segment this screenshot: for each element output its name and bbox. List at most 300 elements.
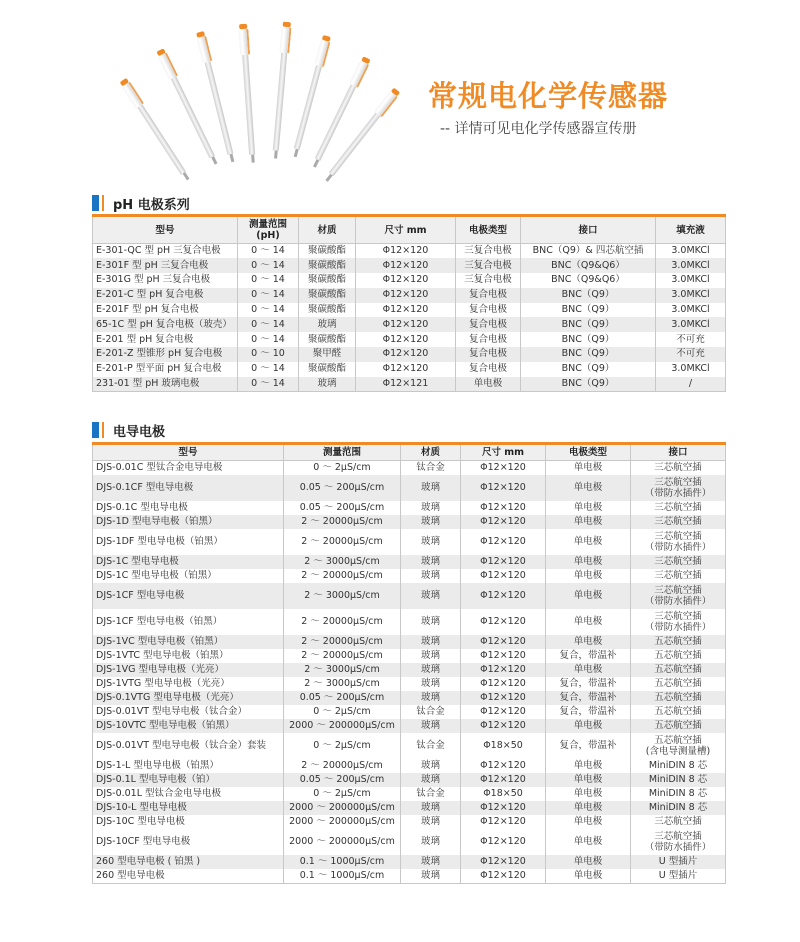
cell-electrode-type: 复合电极 <box>456 303 521 318</box>
table-row <box>93 801 726 815</box>
cell-range: 2000 ～ 200000μS/cm <box>284 815 401 829</box>
cell-size: Φ12×120 <box>461 869 546 884</box>
cell-range: 0 ～ 2μS/cm <box>284 733 401 759</box>
cell-fill-solution: 3.0MKCl <box>656 288 726 303</box>
page-title: 常规电化学传感器 <box>428 79 669 113</box>
table-row <box>93 273 726 288</box>
cell-material: 聚甲醛 <box>299 347 356 362</box>
cell-material: 钛合金 <box>401 733 461 759</box>
cell-interface <box>631 649 726 663</box>
cell-material: 聚碳酸酯 <box>299 362 356 377</box>
cell-size: Φ12×120 <box>461 801 546 815</box>
col-header-range: 测量范围 <box>284 444 401 461</box>
col-header-range-line2: (pH) <box>256 230 280 241</box>
cell-size: Φ12×120 <box>461 635 546 649</box>
cell-size: Φ12×120 <box>356 258 456 273</box>
cell-range: 0 ～ 14 <box>238 377 299 392</box>
conductivity-section-title: 电导电极 <box>113 424 166 440</box>
interface-main: 三芯航空插 <box>654 462 702 474</box>
cell-material: 玻璃 <box>401 569 461 583</box>
cell-electrode-type: 单电极 <box>546 855 631 869</box>
cell-electrode-type: 单电极 <box>546 801 631 815</box>
cell-electrode-type: 单电极 <box>546 829 631 855</box>
cell-material: 玻璃 <box>401 773 461 787</box>
cell-range: 2 ～ 20000μS/cm <box>284 569 401 583</box>
cell-material: 玻璃 <box>401 529 461 555</box>
cell-electrode-type: 复合，带温补 <box>546 649 631 663</box>
col-header-fill-solution: 填充液 <box>656 216 726 244</box>
cell-model: DJS-1CF 型电导电极 <box>93 583 284 609</box>
col-header-model: 型号 <box>93 444 284 461</box>
interface-note: (含电导测量槽) <box>645 746 711 757</box>
cell-model: E-201F 型 pH 复合电极 <box>93 303 238 318</box>
cell-model: DJS-0.1L 型电导电极（铂） <box>93 773 284 787</box>
cell-fill-solution: 不可充 <box>656 347 726 362</box>
cell-electrode-type: 单电极 <box>546 461 631 476</box>
cell-size: Φ12×120 <box>356 332 456 347</box>
interface-note: （带防水插件） <box>644 542 712 553</box>
cell-model: DJS-1DF 型电导电极（铂黑） <box>93 529 284 555</box>
table-row <box>93 691 726 705</box>
cell-size: Φ12×120 <box>461 569 546 583</box>
table-row <box>93 461 726 476</box>
cell-material: 玻璃 <box>401 583 461 609</box>
table-row <box>93 663 726 677</box>
cell-size: Φ12×121 <box>356 377 456 392</box>
col-header-electrode-type: 电极类型 <box>546 444 631 461</box>
cell-interface <box>631 829 726 855</box>
cell-size: Φ12×120 <box>461 719 546 733</box>
interface-main: 五芯航空插 <box>654 692 702 704</box>
interface-main: 三芯航空插 <box>654 830 702 842</box>
cell-electrode-type: 单电极 <box>546 815 631 829</box>
cell-interface <box>631 733 726 759</box>
cell-interface: BNC（Q9&Q6） <box>521 273 656 288</box>
cell-material: 玻璃 <box>401 677 461 691</box>
interface-main: 五芯航空插 <box>654 664 702 676</box>
col-header-electrode-type: 电极类型 <box>456 216 521 244</box>
cell-material: 玻璃 <box>401 801 461 815</box>
cell-material: 钛合金 <box>401 705 461 719</box>
cell-model: E-301-QC 型 pH 三复合电极 <box>93 244 238 259</box>
table-row <box>93 317 726 332</box>
cell-size: Φ12×120 <box>461 475 546 501</box>
cell-electrode-type: 单电极 <box>546 555 631 569</box>
table-row <box>93 635 726 649</box>
table-row <box>93 609 726 635</box>
cell-material: 钛合金 <box>401 787 461 801</box>
section-marker-divider <box>102 422 104 438</box>
cell-electrode-type: 单电极 <box>546 635 631 649</box>
cell-interface: BNC（Q9） <box>521 347 656 362</box>
cell-model: 65-1C 型 pH 复合电极（玻壳） <box>93 317 238 332</box>
col-header-material: 材质 <box>401 444 461 461</box>
cell-model: E-201-P 型平面 pH 复合电极 <box>93 362 238 377</box>
cell-size: Φ12×120 <box>461 705 546 719</box>
interface-main: 三芯航空插 <box>654 570 702 582</box>
cell-electrode-type: 复合电极 <box>456 288 521 303</box>
cell-size: Φ12×120 <box>461 529 546 555</box>
cell-size: Φ18×50 <box>461 733 546 759</box>
cell-electrode-type: 复合，带温补 <box>546 705 631 719</box>
interface-main: 五芯航空插 <box>654 650 702 662</box>
cell-electrode-type: 单电极 <box>546 663 631 677</box>
cell-interface: BNC（Q9） <box>521 317 656 332</box>
cell-electrode-type: 单电极 <box>546 719 631 733</box>
cell-interface: BNC（Q9）& 四芯航空插 <box>521 244 656 259</box>
col-header-interface: 接口 <box>631 444 726 461</box>
cell-material: 玻璃 <box>401 501 461 515</box>
cell-electrode-type: 复合，带温补 <box>546 677 631 691</box>
cell-size: Φ12×120 <box>461 663 546 677</box>
table-row <box>93 258 726 273</box>
cell-material: 玻璃 <box>401 635 461 649</box>
cell-range: 0 ～ 14 <box>238 258 299 273</box>
cell-model: 260 型电导电极 ( 铂黑 ) <box>93 855 284 869</box>
cell-size: Φ12×120 <box>461 583 546 609</box>
cell-fill-solution: 3.0MKCl <box>656 258 726 273</box>
cell-size: Φ12×120 <box>356 347 456 362</box>
cell-electrode-type: 复合电极 <box>456 347 521 362</box>
cell-model: DJS-1CF 型电导电极（铂黑） <box>93 609 284 635</box>
cell-size: Φ18×50 <box>461 787 546 801</box>
cell-size: Φ12×120 <box>356 273 456 288</box>
cell-electrode-type: 三复合电极 <box>456 244 521 259</box>
interface-main: 三芯航空插 <box>654 556 702 568</box>
table-row <box>93 362 726 377</box>
cell-material: 聚碳酸酯 <box>299 273 356 288</box>
hero-banner <box>0 0 800 180</box>
cell-size: Φ12×120 <box>356 303 456 318</box>
cell-range: 2000 ～ 200000μS/cm <box>284 719 401 733</box>
cell-interface <box>631 855 726 869</box>
table-row <box>93 288 726 303</box>
cell-material: 玻璃 <box>401 691 461 705</box>
cell-model: E-201 型 pH 复合电极 <box>93 332 238 347</box>
cell-model: E-301G 型 pH 三复合电极 <box>93 273 238 288</box>
col-header-range-line1: 测量范围 <box>248 219 287 230</box>
interface-note: （带防水插件） <box>644 622 712 633</box>
cell-model: DJS-10CF 型电导电极 <box>93 829 284 855</box>
cell-interface <box>631 759 726 773</box>
cell-material: 玻璃 <box>299 317 356 332</box>
cell-size: Φ12×120 <box>461 461 546 476</box>
table-row <box>93 501 726 515</box>
cell-material: 玻璃 <box>401 719 461 733</box>
cell-interface <box>631 691 726 705</box>
table-row <box>93 869 726 884</box>
cell-range: 0 ～ 2μS/cm <box>284 705 401 719</box>
table-row <box>93 815 726 829</box>
table-row <box>93 475 726 501</box>
cell-interface <box>631 663 726 677</box>
interface-main: 三芯航空插 <box>654 610 702 622</box>
cell-material: 玻璃 <box>401 815 461 829</box>
cell-model: DJS-1VTG 型电导电极（光亮） <box>93 677 284 691</box>
cell-size: Φ12×120 <box>461 829 546 855</box>
interface-note: （带防水插件） <box>644 842 712 853</box>
conductivity-electrode-table <box>92 442 726 884</box>
cell-electrode-type: 单电极 <box>546 773 631 787</box>
cell-material: 玻璃 <box>401 869 461 884</box>
cell-model: DJS-1VG 型电导电极（光亮） <box>93 663 284 677</box>
cell-range: 2 ～ 20000μS/cm <box>284 759 401 773</box>
cell-range: 0 ～ 10 <box>238 347 299 362</box>
cell-model: DJS-10C 型电导电极 <box>93 815 284 829</box>
cell-model: E-201-C 型 pH 复合电极 <box>93 288 238 303</box>
interface-main: U 型插片 <box>658 856 698 868</box>
cell-interface: BNC（Q9） <box>521 362 656 377</box>
cell-fill-solution: 3.0MKCl <box>656 362 726 377</box>
interface-main: 五芯航空插 <box>654 636 702 648</box>
sensor-probe-icon <box>270 22 292 159</box>
cell-electrode-type: 单电极 <box>546 569 631 583</box>
cell-material: 玻璃 <box>401 759 461 773</box>
table-row <box>93 569 726 583</box>
cell-fill-solution: 3.0MKCl <box>656 273 726 288</box>
interface-main: MiniDIN 8 芯 <box>648 788 708 800</box>
cell-model: DJS-10-L 型电导电极 <box>93 801 284 815</box>
col-header-size: 尺寸 mm <box>461 444 546 461</box>
cell-electrode-type: 单电极 <box>456 377 521 392</box>
table-row <box>93 705 726 719</box>
cell-range: 0 ～ 14 <box>238 288 299 303</box>
cell-model: DJS-0.01VT 型电导电极（钛合金）套装 <box>93 733 284 759</box>
cell-interface: BNC（Q9&Q6） <box>521 258 656 273</box>
cell-material: 钛合金 <box>401 461 461 476</box>
cell-interface: BNC（Q9） <box>521 303 656 318</box>
page-subtitle: -- 详情可见电化学传感器宣传册 <box>440 121 637 137</box>
cell-range: 2 ～ 20000μS/cm <box>284 635 401 649</box>
cell-material: 玻璃 <box>401 555 461 569</box>
cell-interface <box>631 677 726 691</box>
table-header-row <box>93 216 726 244</box>
cell-electrode-type: 三复合电极 <box>456 273 521 288</box>
cell-interface <box>631 609 726 635</box>
cell-material: 聚碳酸酯 <box>299 244 356 259</box>
sensor-probe-icon <box>238 24 258 163</box>
table-row <box>93 719 726 733</box>
cell-model: DJS-1C 型电导电极（铂黑） <box>93 569 284 583</box>
table-row <box>93 515 726 529</box>
cell-electrode-type: 复合电极 <box>456 332 521 347</box>
cell-range: 0 ～ 14 <box>238 332 299 347</box>
ph-section-heading <box>92 194 190 212</box>
table-row <box>93 649 726 663</box>
section-marker-icon <box>92 422 99 438</box>
cell-electrode-type: 三复合电极 <box>456 258 521 273</box>
cell-fill-solution: 3.0MKCl <box>656 244 726 259</box>
cell-model: DJS-0.01C 型钛合金电导电极 <box>93 461 284 476</box>
table-header-row <box>93 444 726 461</box>
cell-material: 玻璃 <box>401 829 461 855</box>
table-row <box>93 555 726 569</box>
cell-range: 2 ～ 3000μS/cm <box>284 583 401 609</box>
cell-model: 231-01 型 pH 玻璃电极 <box>93 377 238 392</box>
cell-size: Φ12×120 <box>461 815 546 829</box>
ph-electrode-table <box>92 214 726 392</box>
cell-range: 0.1 ～ 1000μS/cm <box>284 855 401 869</box>
cell-material: 玻璃 <box>401 649 461 663</box>
cell-electrode-type: 复合，带温补 <box>546 733 631 759</box>
table-row <box>93 347 726 362</box>
table-row <box>93 529 726 555</box>
cell-size: Φ12×120 <box>461 501 546 515</box>
cell-range: 0 ～ 14 <box>238 317 299 332</box>
cell-range: 0.05 ～ 200μS/cm <box>284 773 401 787</box>
cell-interface <box>631 555 726 569</box>
cell-interface <box>631 475 726 501</box>
cell-model: DJS-0.1C 型电导电极 <box>93 501 284 515</box>
cell-electrode-type: 复合，带温补 <box>546 691 631 705</box>
cell-material: 聚碳酸酯 <box>299 288 356 303</box>
cell-range: 2 ～ 3000μS/cm <box>284 555 401 569</box>
cell-interface: BNC（Q9） <box>521 288 656 303</box>
cell-size: Φ12×120 <box>461 649 546 663</box>
table-row <box>93 855 726 869</box>
cell-electrode-type: 单电极 <box>546 529 631 555</box>
interface-main: 三芯航空插 <box>654 476 702 488</box>
cell-range: 0 ～ 14 <box>238 303 299 318</box>
cell-size: Φ12×120 <box>461 855 546 869</box>
cell-material: 玻璃 <box>401 609 461 635</box>
cell-interface <box>631 529 726 555</box>
interface-note: （带防水插件） <box>644 488 712 499</box>
cell-range: 2 ～ 20000μS/cm <box>284 515 401 529</box>
cell-range: 0 ～ 14 <box>238 273 299 288</box>
cell-electrode-type: 单电极 <box>546 609 631 635</box>
cell-interface <box>631 583 726 609</box>
interface-main: 三芯航空插 <box>654 530 702 542</box>
cell-electrode-type: 单电极 <box>546 869 631 884</box>
cell-range: 2000 ～ 200000μS/cm <box>284 801 401 815</box>
cell-interface <box>631 815 726 829</box>
cell-interface <box>631 787 726 801</box>
table-row <box>93 377 726 392</box>
cell-range: 0.05 ～ 200μS/cm <box>284 475 401 501</box>
cell-model: DJS-10VTC 型电导电极（铂黑） <box>93 719 284 733</box>
table-row <box>93 829 726 855</box>
cell-electrode-type: 单电极 <box>546 515 631 529</box>
cell-range: 0.05 ～ 200μS/cm <box>284 501 401 515</box>
cell-electrode-type: 单电极 <box>546 475 631 501</box>
cell-interface <box>631 461 726 476</box>
interface-main: 五芯航空插 <box>654 678 702 690</box>
cell-electrode-type: 复合电极 <box>456 317 521 332</box>
cell-electrode-type: 单电极 <box>546 787 631 801</box>
cell-interface: BNC（Q9） <box>521 332 656 347</box>
cell-fill-solution: 3.0MKCl <box>656 303 726 318</box>
cell-range: 2 ～ 20000μS/cm <box>284 609 401 635</box>
cell-size: Φ12×120 <box>356 317 456 332</box>
cell-model: DJS-0.01VT 型电导电极（钛合金） <box>93 705 284 719</box>
cell-size: Φ12×120 <box>461 691 546 705</box>
interface-main: 五芯航空插 <box>654 734 702 746</box>
cell-range: 2 ～ 3000μS/cm <box>284 663 401 677</box>
cell-interface <box>631 501 726 515</box>
cell-material: 玻璃 <box>401 515 461 529</box>
table-row <box>93 583 726 609</box>
section-marker-icon <box>92 195 99 211</box>
table-row <box>93 244 726 259</box>
cell-model: 260 型电导电极 <box>93 869 284 884</box>
cell-interface: BNC（Q9） <box>521 377 656 392</box>
table-row <box>93 677 726 691</box>
interface-main: 三芯航空插 <box>654 516 702 528</box>
col-header-range <box>238 216 299 244</box>
cell-model: DJS-1D 型电导电极（铂黑） <box>93 515 284 529</box>
cell-range: 2 ～ 3000μS/cm <box>284 677 401 691</box>
interface-main: MiniDIN 8 芯 <box>648 802 708 814</box>
col-header-material: 材质 <box>299 216 356 244</box>
interface-main: MiniDIN 8 芯 <box>648 760 708 772</box>
interface-main: MiniDIN 8 芯 <box>648 774 708 786</box>
cell-material: 玻璃 <box>401 475 461 501</box>
cell-range: 0.1 ～ 1000μS/cm <box>284 869 401 884</box>
cell-range: 0 ～ 2μS/cm <box>284 461 401 476</box>
interface-main: 三芯航空插 <box>654 584 702 596</box>
cell-size: Φ12×120 <box>461 677 546 691</box>
cell-material: 聚碳酸酯 <box>299 303 356 318</box>
cell-size: Φ12×120 <box>461 555 546 569</box>
cell-electrode-type: 复合电极 <box>456 362 521 377</box>
cell-model: E-301F 型 pH 三复合电极 <box>93 258 238 273</box>
cell-size: Φ12×120 <box>461 759 546 773</box>
conductivity-section-heading <box>92 421 165 439</box>
cell-size: Φ12×120 <box>356 244 456 259</box>
cell-model: DJS-1C 型电导电极 <box>93 555 284 569</box>
cell-material: 玻璃 <box>401 855 461 869</box>
ph-section-title: pH 电极系列 <box>113 197 190 213</box>
cell-range: 2 ～ 20000μS/cm <box>284 649 401 663</box>
cell-range: 2000 ～ 200000μS/cm <box>284 829 401 855</box>
interface-main: 五芯航空插 <box>654 706 702 718</box>
cell-size: Φ12×120 <box>461 609 546 635</box>
cell-electrode-type: 单电极 <box>546 583 631 609</box>
cell-model: DJS-1VC 型电导电极（铂黑） <box>93 635 284 649</box>
col-header-size: 尺寸 mm <box>356 216 456 244</box>
cell-interface <box>631 569 726 583</box>
table-row <box>93 773 726 787</box>
interface-main: 三芯航空插 <box>654 816 702 828</box>
cell-fill-solution: / <box>656 377 726 392</box>
cell-range: 0 ～ 14 <box>238 244 299 259</box>
cell-model: DJS-0.1VTG 型电导电极（光亮） <box>93 691 284 705</box>
cell-fill-solution: 不可充 <box>656 332 726 347</box>
table-row <box>93 733 726 759</box>
cell-material: 玻璃 <box>299 377 356 392</box>
cell-size: Φ12×120 <box>461 773 546 787</box>
cell-model: E-201-Z 型锥形 pH 复合电极 <box>93 347 238 362</box>
cell-material: 聚碳酸酯 <box>299 332 356 347</box>
col-header-model: 型号 <box>93 216 238 244</box>
cell-interface <box>631 773 726 787</box>
cell-range: 2 ～ 20000μS/cm <box>284 529 401 555</box>
table-row <box>93 759 726 773</box>
cell-electrode-type: 单电极 <box>546 501 631 515</box>
cell-range: 0.05 ～ 200μS/cm <box>284 691 401 705</box>
cell-range: 0 ～ 2μS/cm <box>284 787 401 801</box>
cell-model: DJS-0.01L 型钛合金电导电极 <box>93 787 284 801</box>
cell-material: 聚碳酸酯 <box>299 258 356 273</box>
cell-model: DJS-0.1CF 型电导电极 <box>93 475 284 501</box>
cell-model: DJS-1VTC 型电导电极（铂黑） <box>93 649 284 663</box>
table-row <box>93 787 726 801</box>
cell-interface <box>631 515 726 529</box>
cell-model: DJS-1-L 型电导电极（铂黑） <box>93 759 284 773</box>
cell-interface <box>631 635 726 649</box>
cell-fill-solution: 3.0MKCl <box>656 317 726 332</box>
